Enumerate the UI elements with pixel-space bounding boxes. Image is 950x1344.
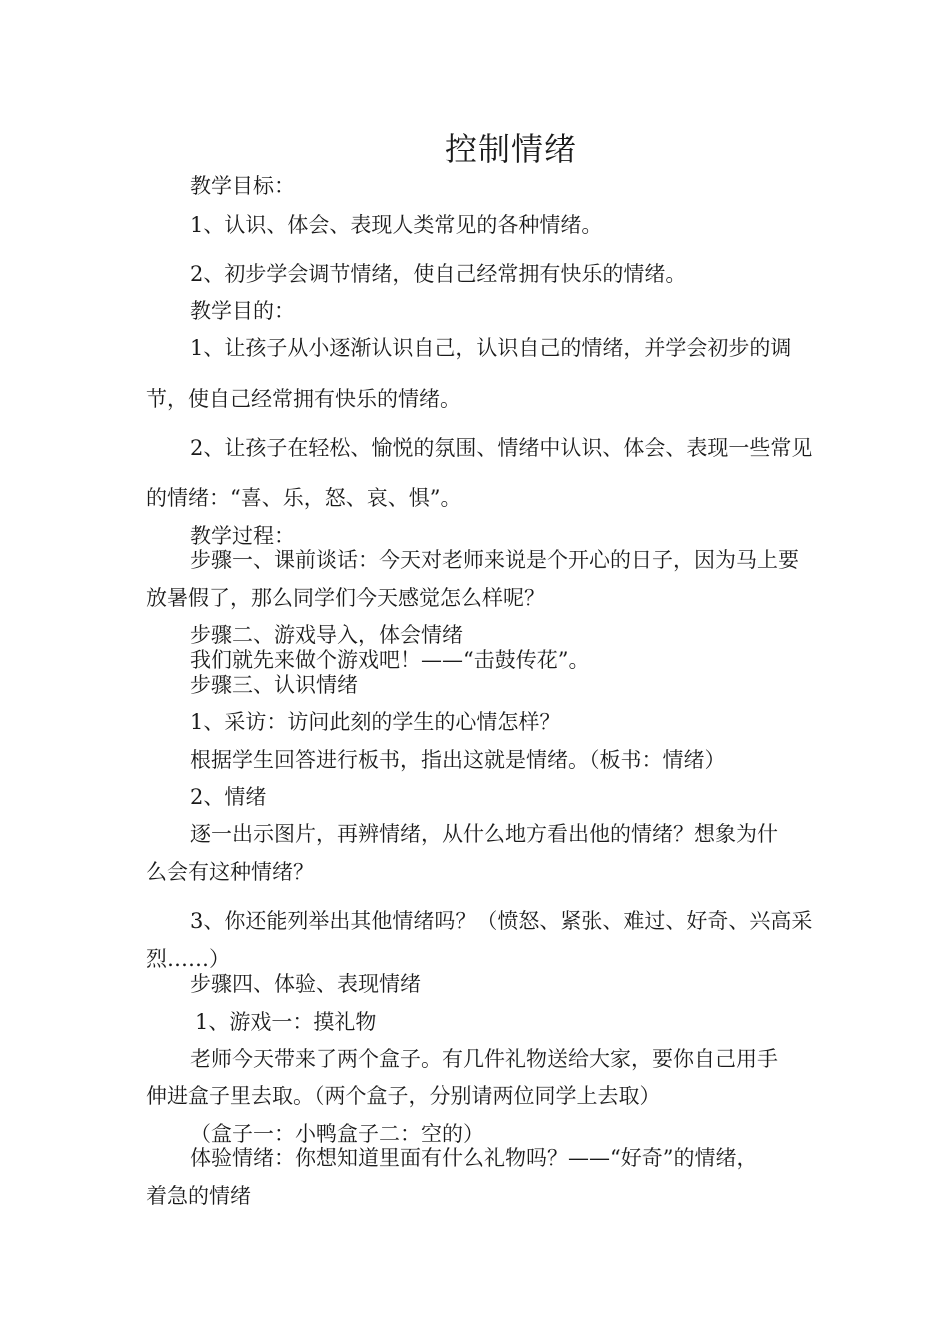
- paragraph-line: （盒子一：小鸭盒子二：空的）: [190, 1122, 484, 1146]
- paragraph-line: 体验情绪：你想知道里面有什么礼物吗？——“好奇”的情绪，: [190, 1146, 758, 1170]
- heading-teaching-purpose: 教学目的：: [190, 299, 295, 323]
- paragraph-line: 我们就先来做个游戏吧！——“击鼓传花”。: [190, 648, 590, 672]
- paragraph-line: 1、采访：访问此刻的学生的心情怎样？: [190, 710, 561, 734]
- heading-teaching-process: 教学过程：: [190, 524, 295, 548]
- paragraph-line: 1、游戏一：摸礼物: [195, 1010, 377, 1034]
- paragraph-line: 根据学生回答进行板书，指出这就是情绪。（板书：情绪）: [190, 748, 726, 772]
- paragraph-line: 1、认识、体会、表现人类常见的各种情绪。: [190, 213, 603, 237]
- paragraph-line: 3、你还能列举出其他情绪吗？（愤怒、紧张、难过、好奇、兴高采: [190, 909, 813, 933]
- paragraph-line: 老师今天带来了两个盒子。有几件礼物送给大家，要你自己用手: [190, 1047, 778, 1071]
- paragraph-line: 步骤二、游戏导入，体会情绪: [190, 623, 463, 647]
- paragraph-line: 放暑假了，那么同学们今天感觉怎么样呢？: [146, 586, 545, 610]
- paragraph-line: 步骤四、体验、表现情绪: [190, 972, 421, 996]
- paragraph-line: 着急的情绪: [146, 1184, 251, 1208]
- paragraph-line: 步骤三、认识情绪: [190, 673, 358, 697]
- paragraph-line: 伸进盒子里去取。（两个盒子，分别请两位同学上去取）: [146, 1084, 661, 1108]
- paragraph-line: 步骤一、课前谈话：今天对老师来说是个开心的日子，因为马上要: [190, 548, 799, 572]
- paragraph-line: 的情绪：“喜、乐，怒、哀、惧”。: [146, 486, 462, 510]
- paragraph-line: 么会有这种情绪？: [146, 860, 314, 884]
- paragraph-line: 逐一出示图片，再辨情绪，从什么地方看出他的情绪？想象为什: [190, 822, 778, 846]
- paragraph-line: 1、让孩子从小逐渐认识自己，认识自己的情绪，并学会初步的调: [190, 336, 792, 360]
- paragraph-line: 2、让孩子在轻松、愉悦的氛围、情绪中认识、体会、表现一些常见: [190, 436, 813, 460]
- paragraph-line: 节，使自己经常拥有快乐的情绪。: [146, 387, 461, 411]
- paragraph-line: 2、初步学会调节情绪，使自己经常拥有快乐的情绪。: [190, 262, 687, 286]
- heading-teaching-goals: 教学目标：: [190, 174, 295, 198]
- document-title: 控制情绪: [445, 130, 578, 168]
- paragraph-line: 烈……）: [146, 947, 230, 971]
- paragraph-line: 2、情绪: [190, 785, 267, 809]
